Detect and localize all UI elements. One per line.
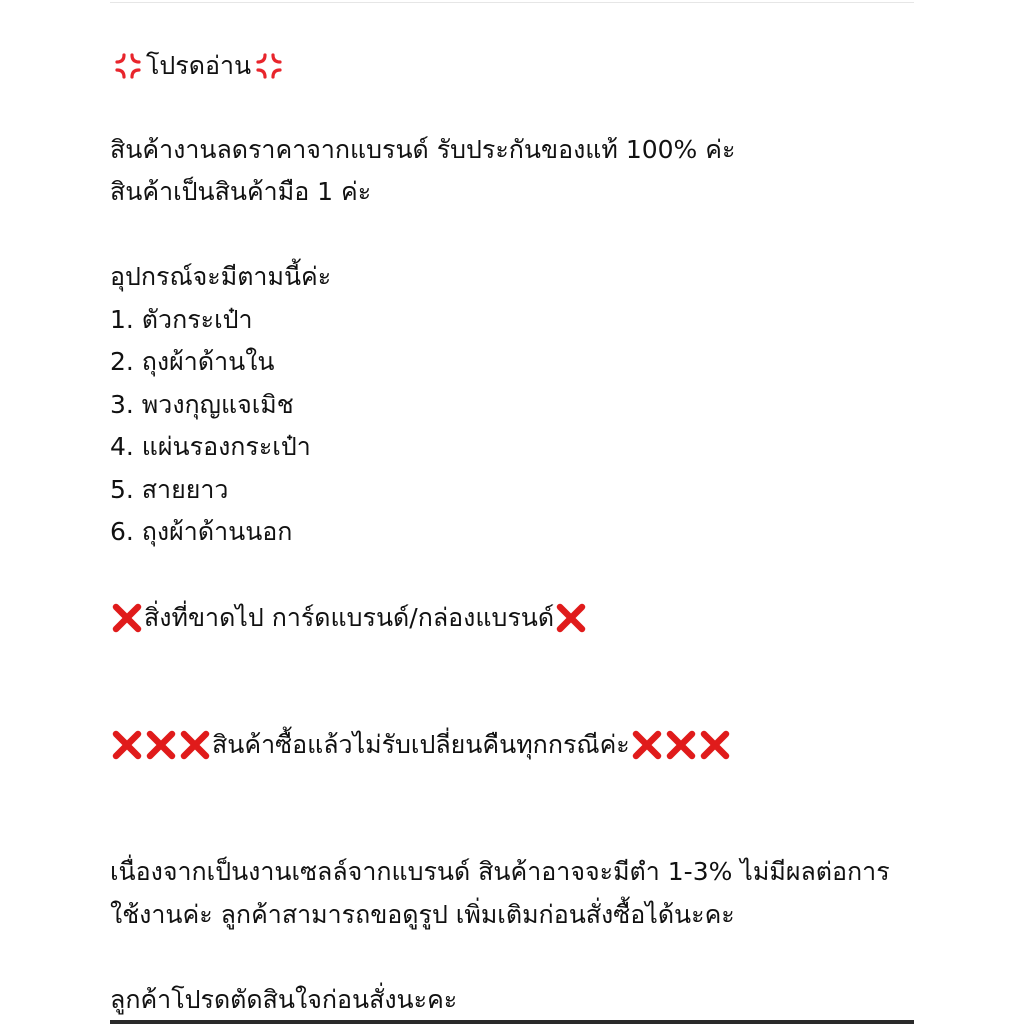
cross-mark-icon — [555, 602, 587, 634]
cross-mark-icon — [665, 729, 697, 761]
no-return-text: สินค้าซื้อแล้วไม่รับเปลี่ยนคืนทุกกรณีค่ะ — [212, 730, 630, 759]
accessory-item: 3. พวงกุญแจเมิช — [110, 390, 294, 419]
note-line-2: ใช้งานค่ะ ลูกค้าสามารถขอดูรูป เพิ่มเติมก่อนสั่งซื้อได้นะคะ — [110, 900, 735, 929]
cross-mark-icon — [111, 729, 143, 761]
accessory-item: 2. ถุงผ้าด้านใน — [110, 347, 275, 376]
note-line-1: เนื่องจากเป็นงานเซลล์จากแบรนด์ สินค้าอาจจะมีตำ 1-3% ไม่มีผลต่อการ — [110, 857, 890, 886]
heading-line — [110, 49, 287, 83]
accessory-item: 6. ถุงผ้าด้านนอก — [110, 517, 293, 546]
top-divider — [110, 2, 914, 3]
accessories-title: อุปกรณ์จะมีตามนี้ค่ะ — [110, 262, 332, 291]
cross-mark-icon — [145, 729, 177, 761]
cross-mark-icon — [111, 602, 143, 634]
bottom-image-edge — [110, 1020, 914, 1024]
missing-items-text: สิ่งที่ขาดไป การ์ดแบรนด์/กล่องแบรนด์ — [144, 603, 555, 632]
intro-line-1: สินค้างานลดราคาจากแบรนด์ รับประกันของแท้ 100% ค่ะ — [110, 135, 736, 164]
intro-line-2: สินค้าเป็นสินค้ามือ 1 ค่ะ — [110, 177, 372, 206]
anger-symbol-icon — [254, 51, 284, 81]
cross-mark-icon — [699, 729, 731, 761]
accessory-item: 4. แผ่นรองกระเป๋า — [110, 432, 311, 461]
cross-mark-icon — [179, 729, 211, 761]
accessory-item: 1. ตัวกระเป๋า — [110, 305, 253, 334]
missing-items-line — [110, 601, 588, 635]
heading-text: โปรดอ่าน — [146, 51, 252, 80]
closing-line: ลูกค้าโปรดตัดสินใจก่อนสั่งนะคะ — [110, 985, 458, 1014]
accessory-item: 5. สายยาว — [110, 475, 229, 504]
cross-mark-icon — [631, 729, 663, 761]
anger-symbol-icon — [113, 51, 143, 81]
no-return-line — [110, 728, 732, 762]
